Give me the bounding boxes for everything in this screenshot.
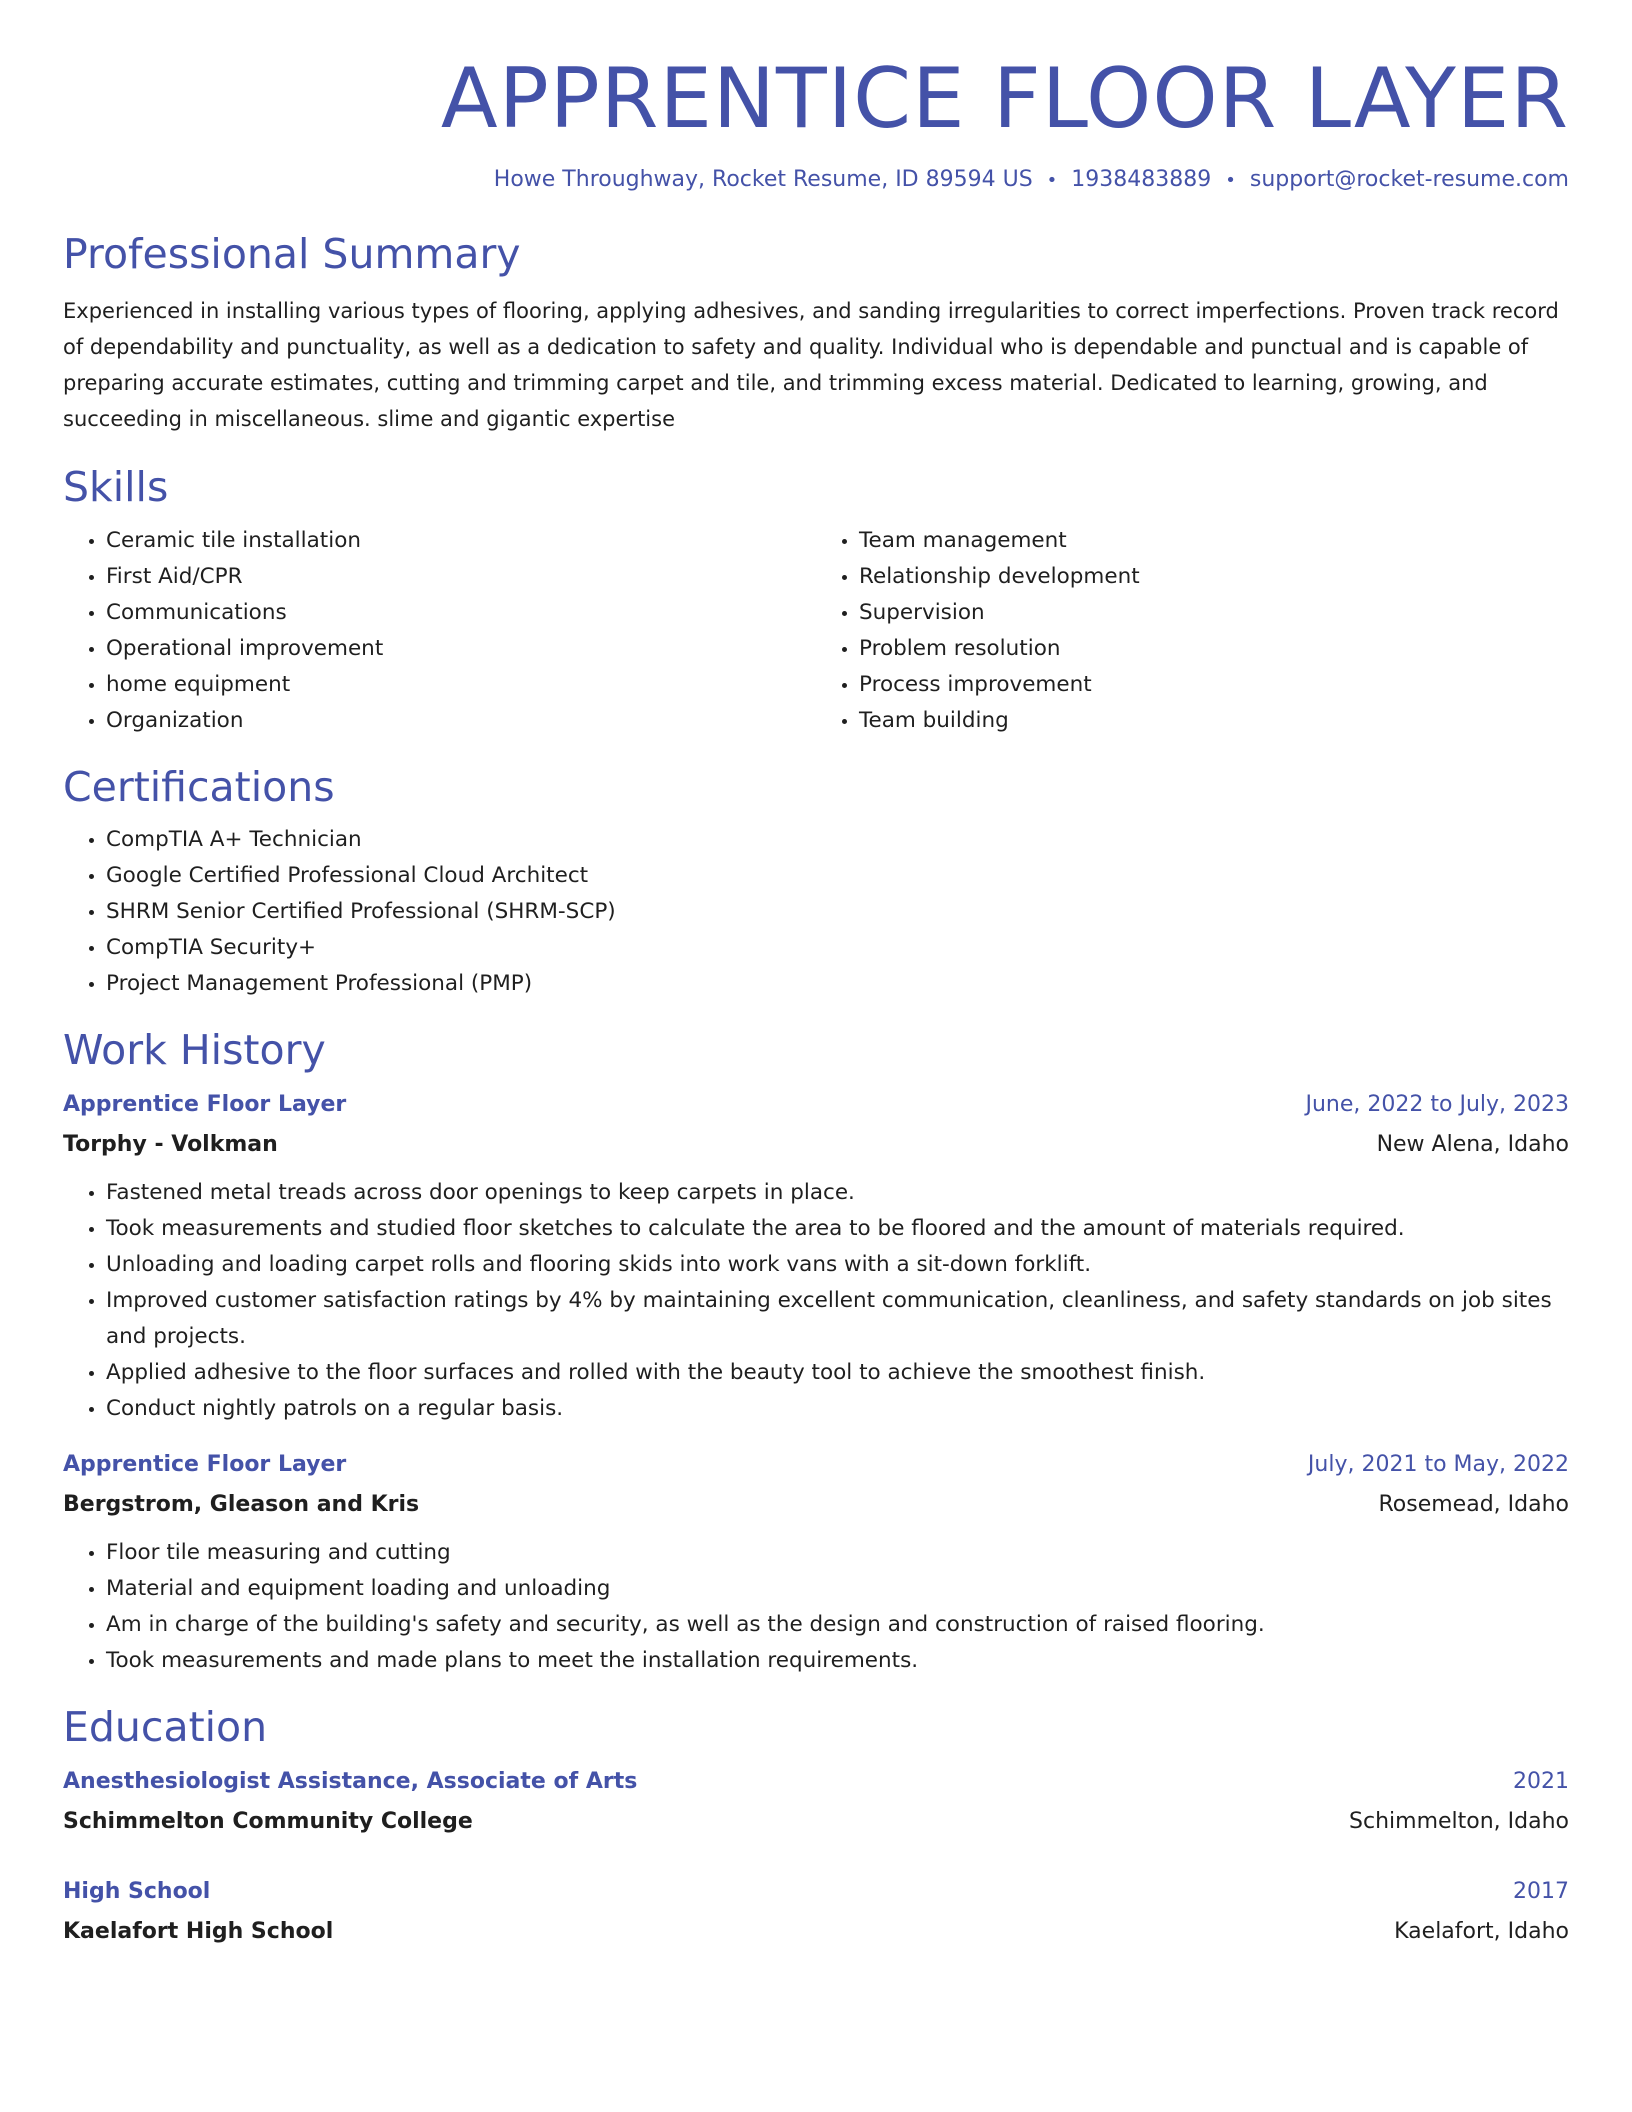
education-entry [63, 1762, 1569, 1842]
job-duty: • Unloading and loading carpet rolls and flooring skids into work vans with a sit-down forklift. [106, 1247, 1569, 1283]
job-duty: • Took measurements and made plans to meet the installation requirements. [106, 1643, 1569, 1679]
contact-line [63, 166, 1569, 195]
job-dates: June, 2022 to July, 2023 [1305, 1091, 1569, 1117]
job-duty: • Applied adhesive to the floor surfaces and rolled with the beauty tool to achieve the smoothest finish. [106, 1355, 1569, 1391]
contact-separator: • [1225, 169, 1236, 191]
job-header-row [63, 1445, 1569, 1485]
skill-item: • Team management [859, 523, 1569, 559]
job-duty: • Took measurements and studied floor sketches to calculate the area to be floored and the amount of materials required. [106, 1211, 1569, 1247]
certifications-list [63, 822, 1569, 1002]
section-title-certifications: Certifications [63, 762, 335, 811]
education-header-row [63, 1872, 1569, 1912]
education-location: Schimmelton, Idaho [1349, 1809, 1569, 1835]
skill-item: • Operational improvement [106, 631, 816, 667]
job-location: Rosemead, Idaho [1378, 1491, 1569, 1517]
skill-item: • Organization [106, 703, 816, 739]
job-entry [63, 1445, 1569, 1679]
skill-item: • Supervision [859, 595, 1569, 631]
certification-item: • CompTIA Security+ [106, 930, 1569, 966]
education-entry [63, 1872, 1569, 1952]
education-school-row [63, 1912, 1569, 1952]
certification-item: • Google Certified Professional Cloud Architect [106, 858, 1569, 894]
certification-item: • SHRM Senior Certified Professional (SHRM-SCP) [106, 894, 1569, 930]
education-location: Kaelafort, Idaho [1394, 1919, 1569, 1945]
skill-item: • First Aid/CPR [106, 559, 816, 595]
job-duty: • Fastened metal treads across door openings to keep carpets in place. [106, 1175, 1569, 1211]
skills-columns [63, 513, 1569, 739]
certification-item: • CompTIA A+ Technician [106, 822, 1569, 858]
work-history-section [63, 1026, 1569, 1679]
contact-address: Howe Throughway, Rocket Resume, ID 89594 US [493, 166, 1033, 192]
education-school-row [63, 1802, 1569, 1842]
summary-text: Experienced in installing various types of flooring, applying adhesives, and sanding irregularities to correct imperfections. Proven track record of dependability and punctuality, as well as a dedication to safety and quality. Individual who is dependable and punctual and is capable of preparing accurate estimates, cutting and trimming carpet and tile, and trimming excess material. Dedicated to learning, growing, and succeeding in miscellaneous. slime and gigantic expertise [63, 299, 1559, 432]
job-duty: • Conduct nightly patrols on a regular basis. [106, 1391, 1569, 1427]
job-duties-list [63, 1175, 1569, 1427]
skills-list-left [63, 523, 816, 739]
summary-section [63, 230, 1569, 437]
job-duty: • Material and equipment loading and unloading [106, 1571, 1569, 1607]
certification-item: • Project Management Professional (PMP) [106, 966, 1569, 1002]
skill-item: • Problem resolution [859, 631, 1569, 667]
education-section [63, 1703, 1569, 1952]
job-location: New Alena, Idaho [1376, 1131, 1569, 1157]
skill-item: • home equipment [106, 667, 816, 703]
job-duty: • Improved customer satisfaction ratings by 4% by maintaining excellent communication, cleanliness, and safety standards on job sites and projects. [106, 1283, 1569, 1355]
education-school: Kaelafort High School [63, 1919, 334, 1945]
job-entry [63, 1085, 1569, 1427]
education-degree: High School [63, 1879, 211, 1905]
section-title-skills: Skills [63, 463, 169, 512]
job-company-row [63, 1125, 1569, 1165]
education-year: 2017 [1513, 1879, 1569, 1905]
contact-email[interactable]: support@rocket-resume.com [1249, 166, 1569, 192]
job-title: Apprentice Floor Layer [63, 1091, 347, 1117]
skill-item: • Process improvement [859, 667, 1569, 703]
job-company: Bergstrom, Gleason and Kris [63, 1491, 420, 1517]
skill-item: • Communications [106, 595, 816, 631]
skill-item: • Ceramic tile installation [106, 523, 816, 559]
education-header-row [63, 1762, 1569, 1802]
job-company-row [63, 1485, 1569, 1525]
section-title-work-history: Work History [63, 1025, 326, 1074]
job-company: Torphy - Volkman [63, 1131, 278, 1157]
skill-item: • Team building [859, 703, 1569, 739]
education-year: 2021 [1513, 1769, 1569, 1795]
skills-list-right [816, 523, 1569, 739]
section-title-summary: Professional Summary [63, 230, 521, 279]
job-duty: • Am in charge of the building's safety and security, as well as the design and construction of raised flooring. [106, 1607, 1569, 1643]
education-degree: Anesthesiologist Assistance, Associate of Arts [63, 1769, 638, 1795]
job-duties-list [63, 1535, 1569, 1679]
job-dates: July, 2021 to May, 2022 [1307, 1451, 1569, 1477]
job-header-row [63, 1085, 1569, 1125]
certifications-section [63, 763, 1569, 1002]
resume-header [63, 50, 1569, 194]
education-school: Schimmelton Community College [63, 1809, 473, 1835]
section-title-education: Education [63, 1702, 268, 1751]
skill-item: • Relationship development [859, 559, 1569, 595]
job-title: Apprentice Floor Layer [63, 1451, 347, 1477]
candidate-name: APPRENTICE FLOOR LAYER [440, 50, 1569, 147]
contact-phone: 1938483889 [1071, 166, 1212, 192]
contact-separator: • [1046, 169, 1058, 191]
skills-section [63, 463, 1569, 738]
job-duty: • Floor tile measuring and cutting [106, 1535, 1569, 1571]
